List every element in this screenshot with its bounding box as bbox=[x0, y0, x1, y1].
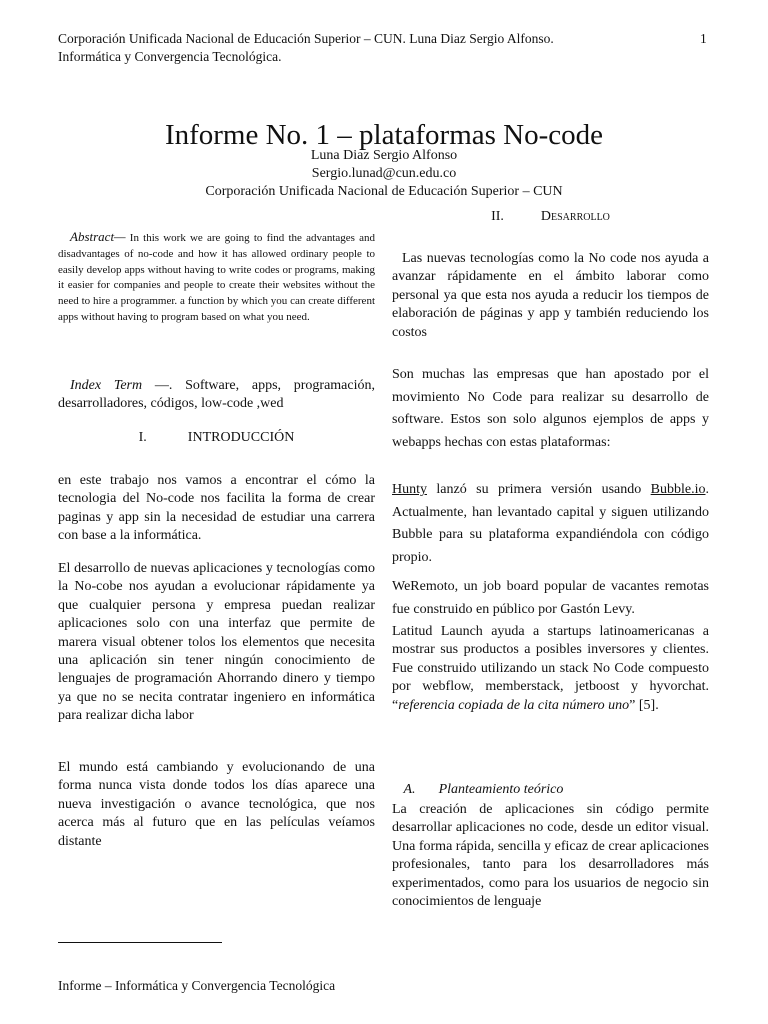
desarrollo-paragraph-6: La creación de aplicaciones sin código permite desarrollar aplicaciones no code, desde un editor visual. Una forma rápida, sencilla y eficaz de crear aplicaciones profesionales, tanto para los desarrolladores más experimentados, como para los usuarios de negocio sin conocimientos de lenguaje bbox=[392, 802, 709, 910]
index-terms bbox=[58, 377, 375, 414]
paragraph-text: . Actualmente, han levantado capital y siguen utilizando Bubble para su plataforma expandiéndola con código propio. bbox=[392, 482, 709, 565]
section-number: I. bbox=[138, 430, 147, 445]
header-line-2: Informática y Convergencia Tecnológica. bbox=[58, 49, 282, 64]
author-email: Sergio.lunad@cun.edu.co bbox=[311, 166, 457, 181]
paragraph-text: ” [5]. bbox=[629, 697, 659, 713]
author-institution: Corporación Unificada Nacional de Educación Superior – CUN bbox=[205, 184, 563, 199]
desarrollo-paragraph-2: Son muchas las empresas que han apostado por el movimiento No Code para realizar su desarrollo de software. Estos son solo algunos ejemplos de apps y webapps hechas con estas plataformas: bbox=[392, 367, 709, 450]
subsection-title: Planteamiento teórico bbox=[438, 782, 564, 797]
paragraph-text: lanzó su primera versión usando bbox=[427, 482, 651, 497]
subsection-heading bbox=[392, 781, 709, 799]
header-line-1: Corporación Unificada Nacional de Educación Superior – CUN. Luna Diaz Sergio Alfonso. bbox=[58, 31, 554, 46]
citation-italic: referencia copiada de la cita número uno bbox=[398, 697, 630, 713]
section-title: INTRODUCCIÓN bbox=[187, 430, 295, 445]
bubble-link[interactable]: Bubble.io bbox=[650, 482, 706, 497]
footnote-rule bbox=[58, 942, 222, 943]
intro-paragraph-2: El desarrollo de nuevas aplicaciones y tecnologías como la No-cobe nos ayudan a evolucionar rápidamente ya que cualquier persona y empresa puedan realizar aplicaciones solo con una interfaz que permite de marera visual obtener tolos los elementos que necesita una aplicación sin tener ningún conocimiento de lenguajes de programación Ahorrando dinero y tiempo ya que no se necita contratar ingeniero en informática para realizar dicha labor bbox=[58, 561, 375, 724]
desarrollo-paragraph-4: WeRemoto, un job board popular de vacantes remotas fue construido en público por Gastón Levy. bbox=[392, 579, 709, 617]
desarrollo-paragraph-1: Las nuevas tecnologías como la No code nos ayuda a avanzar rápidamente en el ámbito laborar como personal ya que esta nos ayuda a reducir los tiempos de elaboración de páginas y app y también reduciendo los costos bbox=[392, 251, 709, 340]
hunty-link[interactable]: Hunty bbox=[392, 482, 427, 497]
desarrollo-paragraph-3 bbox=[392, 479, 709, 569]
author-name: Luna Diaz Sergio Alfonso bbox=[310, 148, 458, 163]
index-terms-lead: Index Term bbox=[70, 378, 143, 393]
section-number: II. bbox=[491, 209, 504, 224]
section-title: Desarrollo bbox=[540, 209, 610, 224]
page-number: 1 bbox=[700, 31, 707, 46]
section-heading-introduccion bbox=[58, 430, 375, 446]
desarrollo-paragraph-5 bbox=[392, 623, 709, 715]
running-header bbox=[58, 30, 678, 66]
abstract-text: In this work we are going to find the advantages and disadvantages of no-code and how it has allowed ordinary people to easily develop apps without having to write codes or programs, making it easier for companies and people to create their websites without the need to hire a programmer. a function by which you can create different apps without having to program based on what you need. bbox=[58, 232, 375, 323]
paper-title: Informe No. 1 – plataformas No-code bbox=[164, 119, 604, 151]
paragraph-text: Latitud Launch ayuda a startups latinoamericanas a mostrar sus productos a posibles inversores y clientes. Fue construido utilizando un stack No Code compuesto por webflow, memberstack, jetboost y hyvorchat. “ bbox=[392, 624, 709, 713]
index-terms-text: —. Software, apps, programación, desarrolladores, códigos, low-code ,wed bbox=[58, 378, 375, 412]
page-footer: Informe – Informática y Convergencia Tecnológica bbox=[58, 978, 336, 993]
abstract bbox=[58, 229, 375, 326]
intro-paragraph-3: El mundo está cambiando y evolucionando de una forma nunca vista donde todos los días aparece una nueva investigación o avance tecnológica, que nos acerca más al futuro que en las películas veíamos distante bbox=[58, 760, 375, 849]
intro-paragraph-1: en este trabajo nos vamos a encontrar el cómo la tecnologia del No-code nos facilita la forma de crear paginas y app sin la necesidad de estudiar una carrera con base a la informática. bbox=[58, 473, 375, 544]
section-heading-desarrollo bbox=[392, 209, 709, 225]
abstract-lead: Abstract— bbox=[70, 229, 126, 244]
subsection-label: A. bbox=[403, 782, 416, 797]
